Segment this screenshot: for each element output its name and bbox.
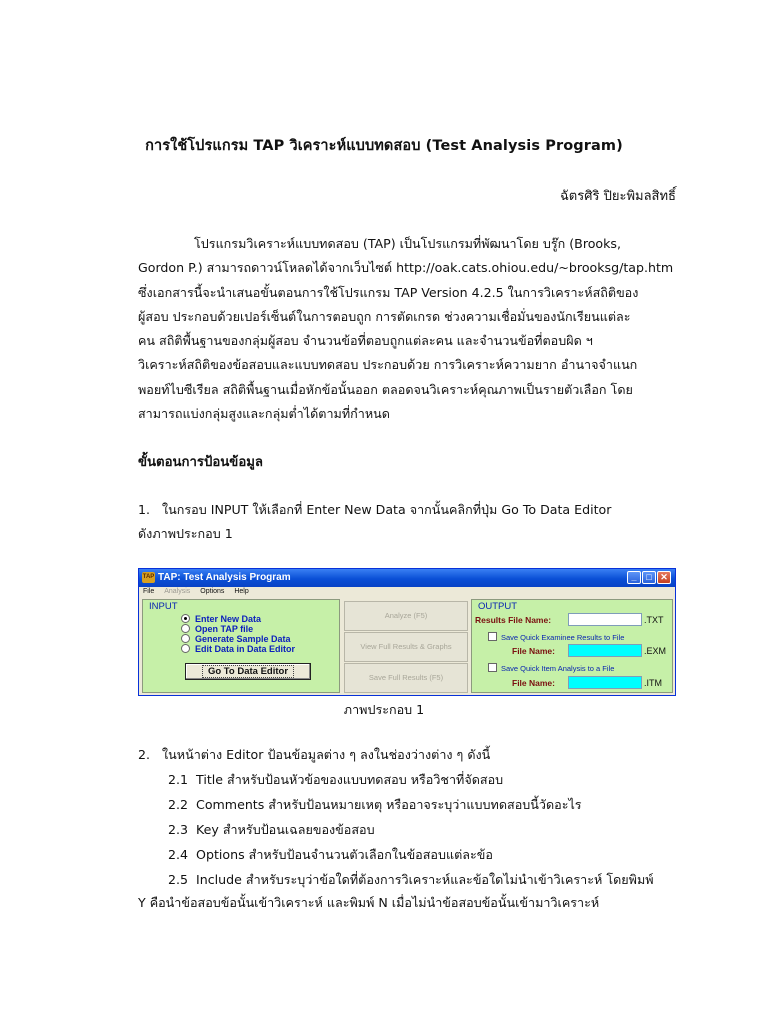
results-file-label: Results File Name: xyxy=(475,615,552,625)
radio-edit-data[interactable] xyxy=(181,644,295,654)
checkbox-label: Save Quick Item Analysis to a File xyxy=(501,664,615,673)
checkbox-icon[interactable] xyxy=(488,632,497,641)
radio-icon[interactable] xyxy=(181,644,190,653)
step-2-item: 2.4 Options สำหรับป้อนจำนวนตัวเลือกในข้อสอบแต่ละข้อ xyxy=(168,847,493,862)
checkbox-label: Save Quick Examinee Results to File xyxy=(501,633,625,642)
step-2-item: 2.5 Include สำหรับระบุว่าข้อใดที่ต้องการวิเคราะห์และข้อใดไม่นำเข้าวิเคราะห์ โดยพิมพ์ xyxy=(168,872,654,887)
step-2-item: 2.2 Comments สำหรับป้อนหมายเหตุ หรืออาจระบุว่าแบบทดสอบนี้วัดอะไร xyxy=(168,797,582,812)
maximize-icon[interactable]: □ xyxy=(642,571,656,584)
radio-label: Edit Data in Data Editor xyxy=(195,644,296,654)
button-label: Go To Data Editor xyxy=(202,665,294,678)
close-icon[interactable]: ✕ xyxy=(657,571,671,584)
results-file-input[interactable] xyxy=(568,613,642,626)
radio-selected-icon[interactable] xyxy=(181,614,190,623)
window-title: TAP: Test Analysis Program xyxy=(158,572,291,583)
menu-analysis[interactable]: Analysis xyxy=(164,588,191,595)
output-panel xyxy=(471,599,673,693)
examinee-file-ext: .EXM xyxy=(644,646,667,656)
paragraph-line: วิเคราะห์สถิติของข้อสอบและแบบทดสอบ ประกอบด้วย การวิเคราะห์ความยาก อำนาจจำแนก xyxy=(138,357,638,373)
paragraph-line: โปรแกรมวิเคราะห์แบบทดสอบ (TAP) เป็นโปรแกรมที่พัฒนาโดย บรู๊ก (Brooks, xyxy=(138,236,621,251)
paragraph-line: สามารถแบ่งกลุ่มสูงและกลุ่มต่ำได้ตามที่กำหนด xyxy=(138,406,390,422)
view-full-results-button[interactable]: View Full Results & Graphs xyxy=(344,632,468,662)
menu-options[interactable]: Options xyxy=(200,588,225,595)
item-file-ext: .ITM xyxy=(644,678,662,688)
examinee-file-label: File Name: xyxy=(512,646,555,656)
window-titlebar xyxy=(139,569,675,587)
radio-label: Generate Sample Data xyxy=(195,634,291,644)
item-file-label: File Name: xyxy=(512,678,555,688)
paragraph-line: ผู้สอบ ประกอบด้วยเปอร์เซ็นต์ในการตอบถูก การตัดเกรด ช่วงความเชื่อมั่นของนักเรียนแต่ละ xyxy=(138,308,631,324)
save-item-analysis-checkbox[interactable] xyxy=(488,663,614,673)
radio-icon[interactable] xyxy=(181,634,190,643)
author-name: ฉัตรศิริ ปิยะพิมลสิทธิ์ xyxy=(559,189,676,204)
input-heading: INPUT xyxy=(149,601,178,612)
step-1-line: ดังภาพประกอบ 1 xyxy=(138,526,233,541)
radio-icon[interactable] xyxy=(181,624,190,633)
tap-app-icon: TAP xyxy=(142,572,155,583)
analyze-button[interactable]: Analyze (F5) xyxy=(344,601,468,631)
radio-open-tap-file[interactable] xyxy=(181,624,253,634)
figure-caption: ภาพประกอบ 1 xyxy=(343,702,425,717)
intro-paragraph xyxy=(138,232,678,426)
menu-help[interactable]: Help xyxy=(234,588,249,595)
minimize-icon[interactable]: _ xyxy=(627,571,641,584)
step-2-item: 2.3 Key สำหรับป้อนเฉลยของข้อสอบ xyxy=(168,822,375,837)
paragraph-line: ซึ่งเอกสารนี้จะนำเสนอขั้นตอนการใช้โปรแกรม TAP Version 4.2.5 ในการวิเคราะห์สถิติของ xyxy=(138,284,639,300)
step-1-line: 1. ในกรอบ INPUT ให้เลือกที่ Enter New Data จากนั้นคลิกที่ปุ่ม Go To Data Editor xyxy=(138,502,612,517)
document-title: การใช้โปรแกรม TAP วิเคราะห์แบบทดสอบ (Test Analysis Program) xyxy=(145,138,623,154)
radio-label: Enter New Data xyxy=(195,614,262,624)
radio-label: Open TAP file xyxy=(195,624,254,634)
save-full-results-button[interactable]: Save Full Results (F5) xyxy=(344,663,468,693)
step-2-item: 2.1 Title สำหรับป้อนหัวข้อของแบบทดสอบ หรือวิชาที่จัดสอบ xyxy=(168,772,504,787)
paragraph-line: Gordon P.) สามารถดาวน์โหลดได้จากเว็บไซต์ http://oak.cats.ohiou.edu/~brooksg/tap.htm xyxy=(138,260,674,276)
results-file-ext: .TXT xyxy=(644,615,664,625)
radio-enter-new-data[interactable] xyxy=(181,614,261,624)
output-heading: OUTPUT xyxy=(478,601,518,612)
step-2-continuation: Y คือนำข้อสอบข้อนั้นเข้าวิเคราะห์ และพิมพ์ N เมื่อไม่นำข้อสอบข้อนั้นเข้ามาวิเคราะห์ xyxy=(138,895,600,910)
go-to-data-editor-button[interactable] xyxy=(185,663,311,680)
radio-generate-sample-data[interactable] xyxy=(181,634,291,644)
tap-window-screenshot xyxy=(138,568,676,696)
section-heading: ขั้นตอนการป้อนข้อมูล xyxy=(138,455,264,470)
paragraph-line: คน สถิติพื้นฐานของกลุ่มผู้สอบ จำนวนข้อที่ตอบถูกแต่ละคน และจำนวนข้อที่ตอบผิด ฯ xyxy=(138,333,593,349)
step-2-intro: 2. ในหน้าต่าง Editor ป้อนข้อมูลต่าง ๆ ลงในช่องว่างต่าง ๆ ดังนี้ xyxy=(138,747,491,762)
input-panel xyxy=(142,599,340,693)
paragraph-line: พอยท์ไบซีเรียล สถิติพื้นฐานเมื่อหักข้อนั้นออก ตลอดจนวิเคราะห์คุณภาพเป็นรายตัวเลือก โดย xyxy=(138,381,633,397)
menu-file[interactable]: File xyxy=(143,588,155,595)
menu-bar xyxy=(139,587,675,597)
item-file-input[interactable] xyxy=(568,676,642,689)
checkbox-icon[interactable] xyxy=(488,663,497,672)
examinee-file-input[interactable] xyxy=(568,644,642,657)
save-examinee-checkbox[interactable] xyxy=(488,632,624,642)
